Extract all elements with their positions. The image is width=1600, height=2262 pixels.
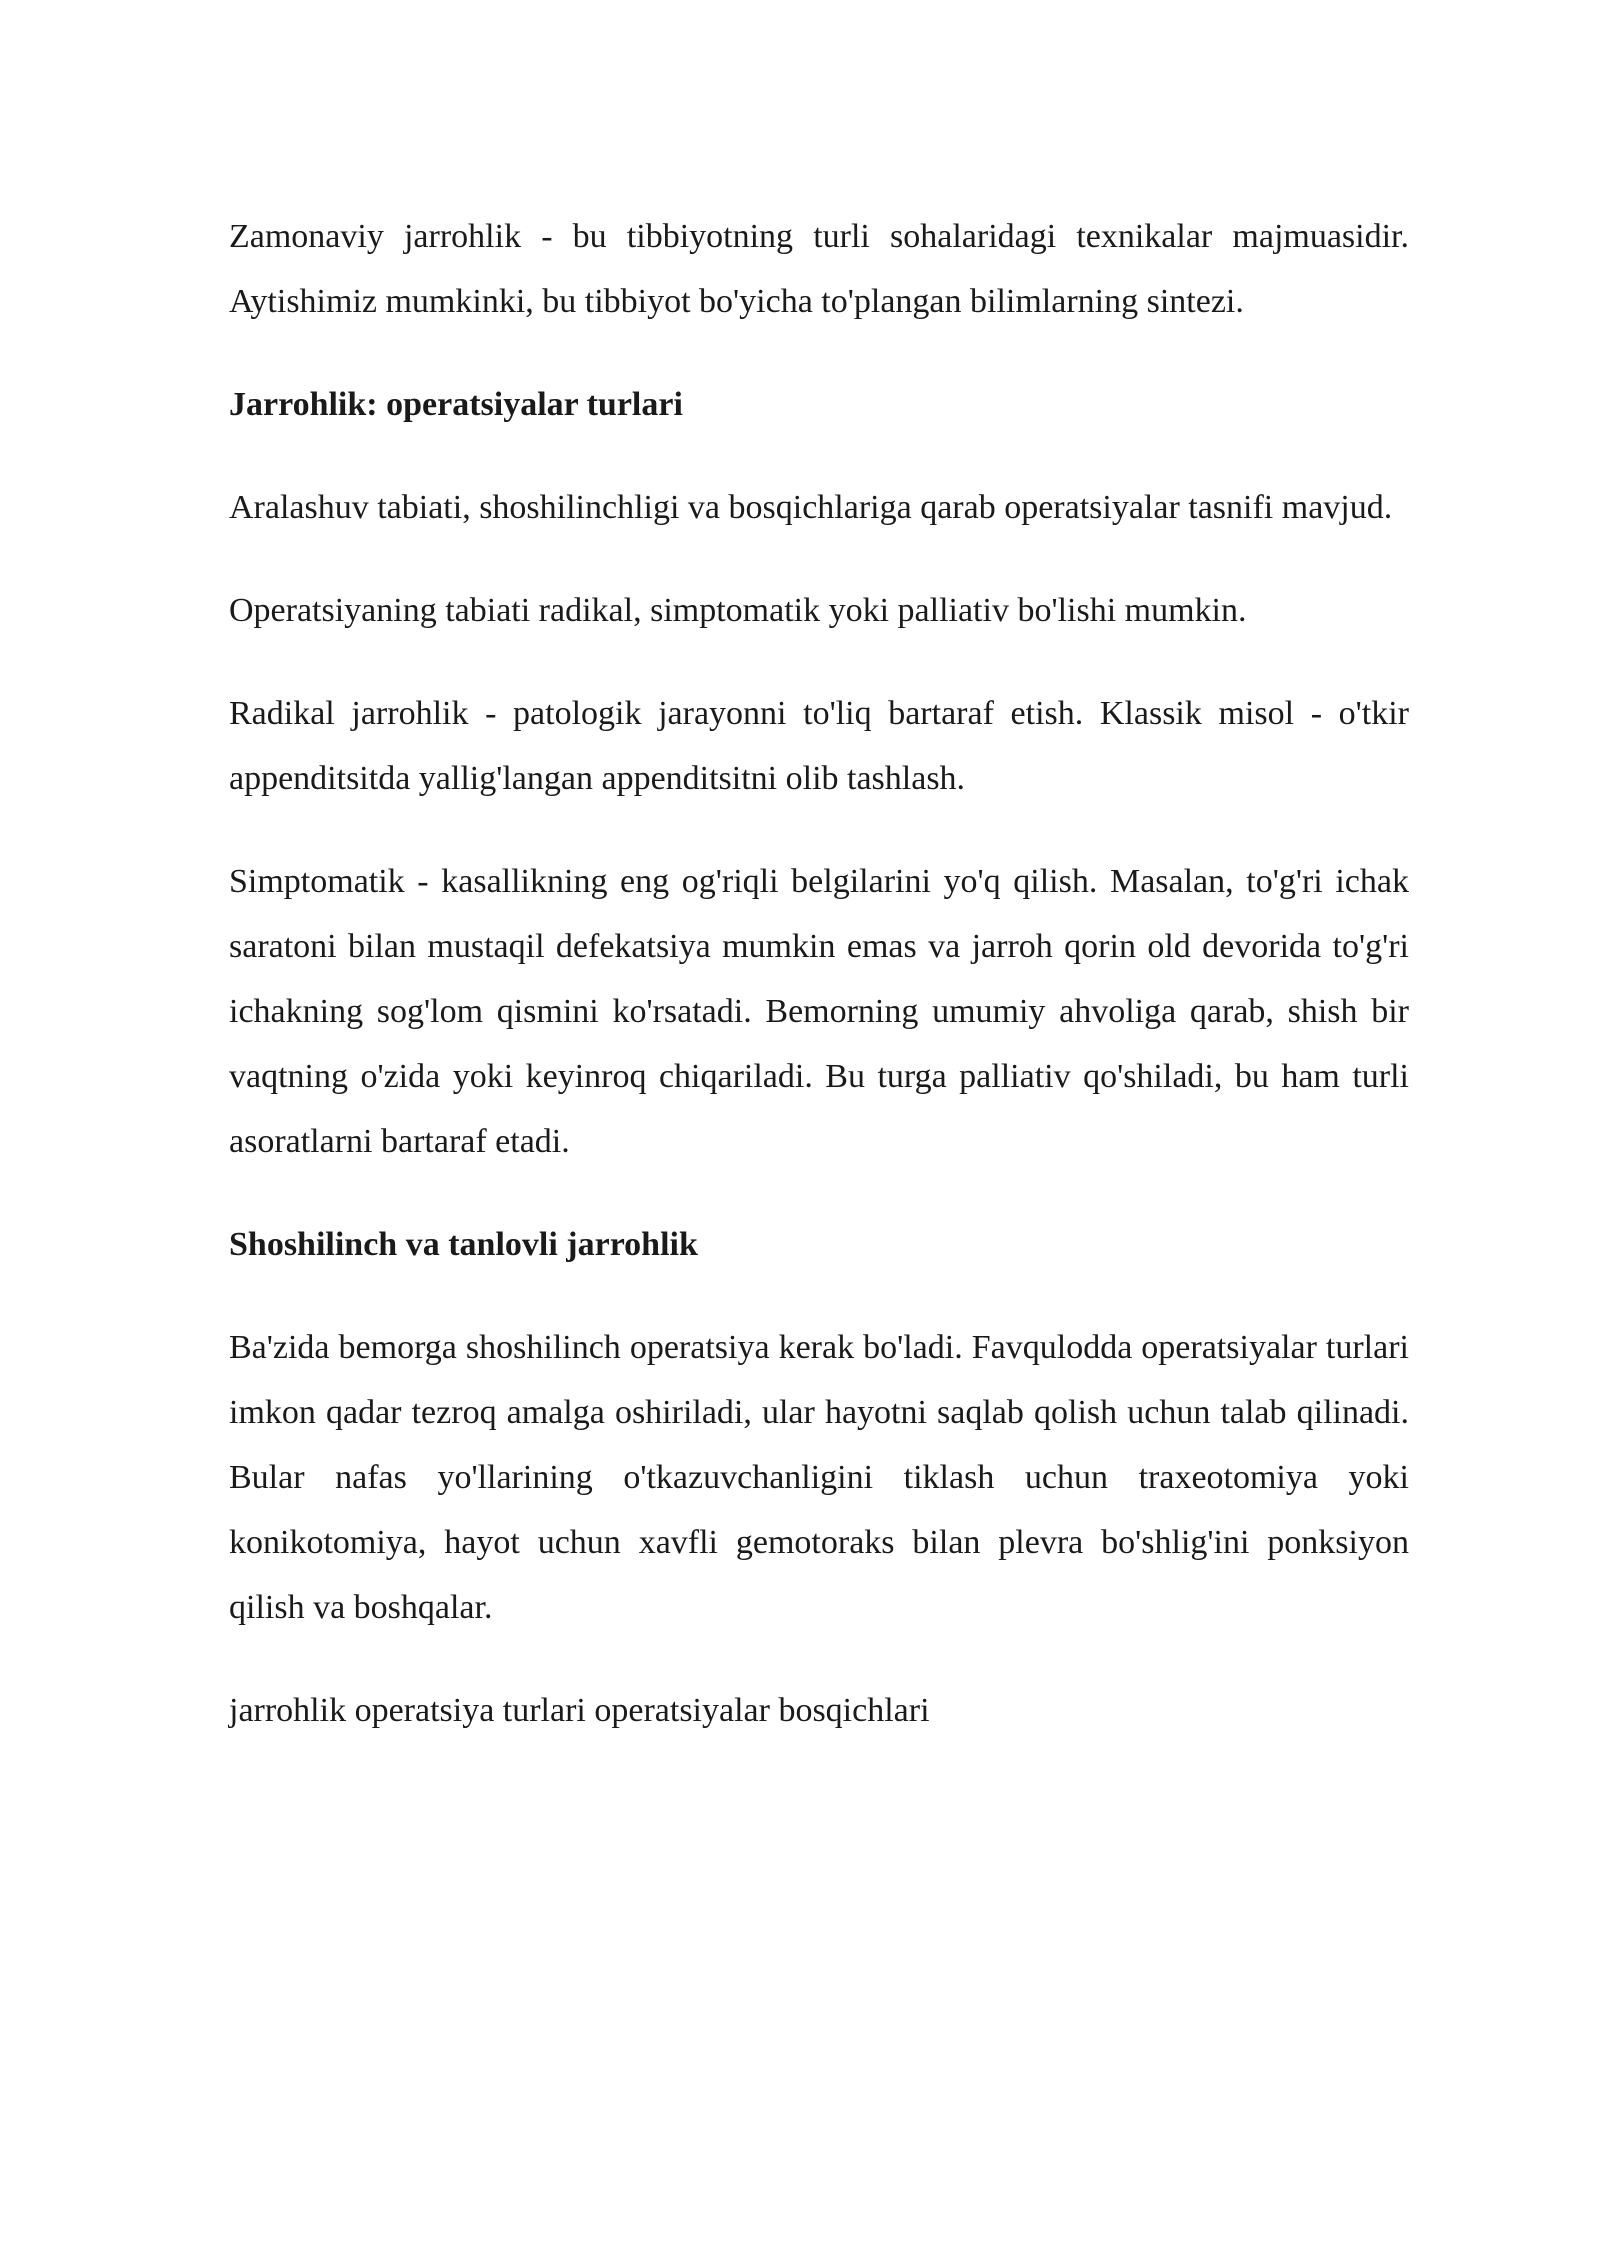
paragraph-tags: jarrohlik operatsiya turlari operatsiyalar bosqichlari [229, 1692, 930, 1729]
paragraph-symptomatic: Simptomatik - kasallikning eng og'riqli belgilarini yo'q qilish. Masalan, to'g'ri ichak saratoni bilan mustaqil defekatsiya mumkin emas va jarroh qorin old devorida to'g'ri ichakning sog'lom qismini ko'rsatadi. Bemorning umumiy ahvoliga qarab, shish bir vaqtning o'zida yoki keyinroq chiqariladi. Bu turga palliativ qo'shiladi, bu ham turli asoratlarni bartaraf etadi. [229, 863, 1409, 1160]
document-page [229, 204, 1409, 1781]
heading-emergency-elective: Shoshilinch va tanlovli jarrohlik [229, 1226, 698, 1263]
paragraph-intro: Zamonaviy jarrohlik - bu tibbiyotning turli sohalaridagi texnikalar majmuasidir. Aytishimiz mumkinki, bu tibbiyot bo'yicha to'plangan bilimlarning sintezi. [229, 218, 1409, 320]
paragraph-emergency: Ba'zida bemorga shoshilinch operatsiya kerak bo'ladi. Favqulodda operatsiyalar turlari imkon qadar tezroq amalga oshiriladi, ular hayotni saqlab qolish uchun talab qilinadi. Bular nafas yo'llarining o'tkazuvchanligini tiklash uchun traxeotomiya yoki konikotomiya, hayot uchun xavfli gemotoraks bilan plevra bo'shlig'ini ponksiyon qilish va boshqalar. [229, 1329, 1409, 1626]
paragraph-classification: Aralashuv tabiati, shoshilinchligi va bosqichlariga qarab operatsiyalar tasnifi mavjud. [229, 489, 1393, 526]
heading-operation-types: Jarrohlik: operatsiyalar turlari [229, 386, 683, 423]
paragraph-radical: Radikal jarrohlik - patologik jarayonni to'liq bartaraf etish. Klassik misol - o'tkir appenditsitda yallig'langan appenditsitni olib tashlash. [229, 695, 1409, 797]
paragraph-nature: Operatsiyaning tabiati radikal, simptomatik yoki palliativ bo'lishi mumkin. [229, 592, 1247, 629]
